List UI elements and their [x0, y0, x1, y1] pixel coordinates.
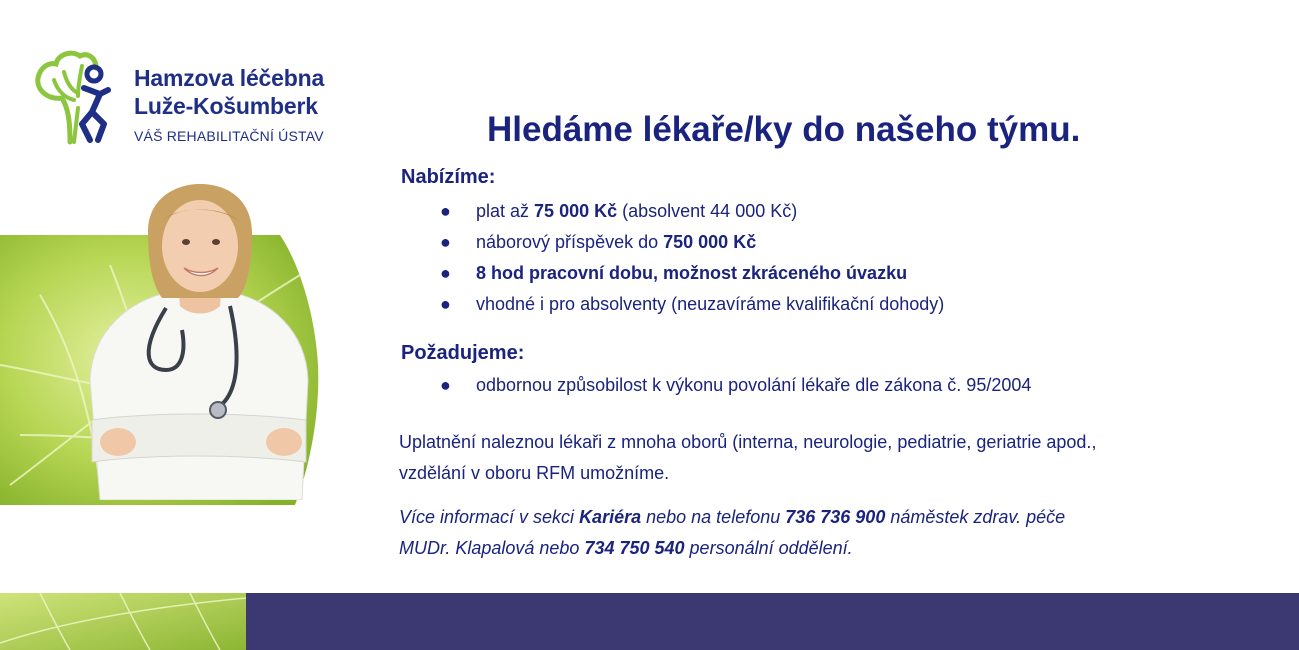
tree-person-logo-icon	[30, 50, 134, 150]
contact-paragraph	[399, 502, 1259, 564]
list-item: ● 8 hod pracovní dobu, možnost zkráceného úvazku	[440, 258, 944, 289]
contact-line-2: MUDr. Klapalová nebo 734 750 540 personální oddělení.	[399, 538, 853, 558]
list-item: ● vhodné i pro absolventy (neuzavíráme kvalifikační dohody)	[440, 289, 944, 320]
logo[interactable]	[30, 50, 370, 150]
bullet-icon: ●	[440, 201, 451, 221]
bullet-icon: ●	[440, 263, 451, 283]
paragraph-line-2: vzdělání v oboru RFM umožníme.	[399, 463, 670, 483]
requirements-heading: Požadujeme:	[401, 342, 525, 364]
contact-line-1: Více informací v sekci Kariéra nebo na telefonu 736 736 900 náměstek zdrav. péče	[399, 507, 1066, 527]
phone-number-1[interactable]: 736 736 900	[785, 507, 886, 527]
paragraph-line-1: Uplatnění naleznou lékaři z mnoha oborů (interna, neurologie, pediatrie, geriatrie apod.,	[399, 432, 1097, 452]
logo-line-2: Luže-Košumberk	[134, 93, 318, 119]
bullet-icon: ●	[440, 232, 451, 252]
list-item: ● odbornou způsobilost k výkonu povolání lékaře dle zákona č. 95/2004	[440, 370, 1031, 401]
logo-line-1: Hamzova léčebna	[134, 65, 325, 91]
list-item: ● plat až 75 000 Kč (absolvent 44 000 Kč)	[440, 196, 944, 227]
leaf-strip-image	[0, 593, 246, 650]
phone-number-2[interactable]: 734 750 540	[584, 538, 685, 558]
offer-list	[440, 196, 944, 320]
logo-tagline: VÁŠ REHABILITAČNÍ ÚSTAV	[134, 128, 324, 144]
offer-heading: Nabízíme:	[401, 166, 496, 188]
career-link[interactable]: Kariéra	[579, 507, 642, 527]
bullet-icon: ●	[440, 375, 451, 395]
requirements-list	[440, 370, 1031, 401]
footer-band	[246, 593, 1299, 650]
doctor-image	[70, 180, 330, 500]
bullet-icon: ●	[440, 294, 451, 314]
list-item: ● náborový příspěvek do 750 000 Kč	[440, 227, 944, 258]
page-title: Hledáme lékaře/ky do našeho týmu.	[487, 110, 1081, 149]
fields-paragraph	[399, 427, 1259, 489]
